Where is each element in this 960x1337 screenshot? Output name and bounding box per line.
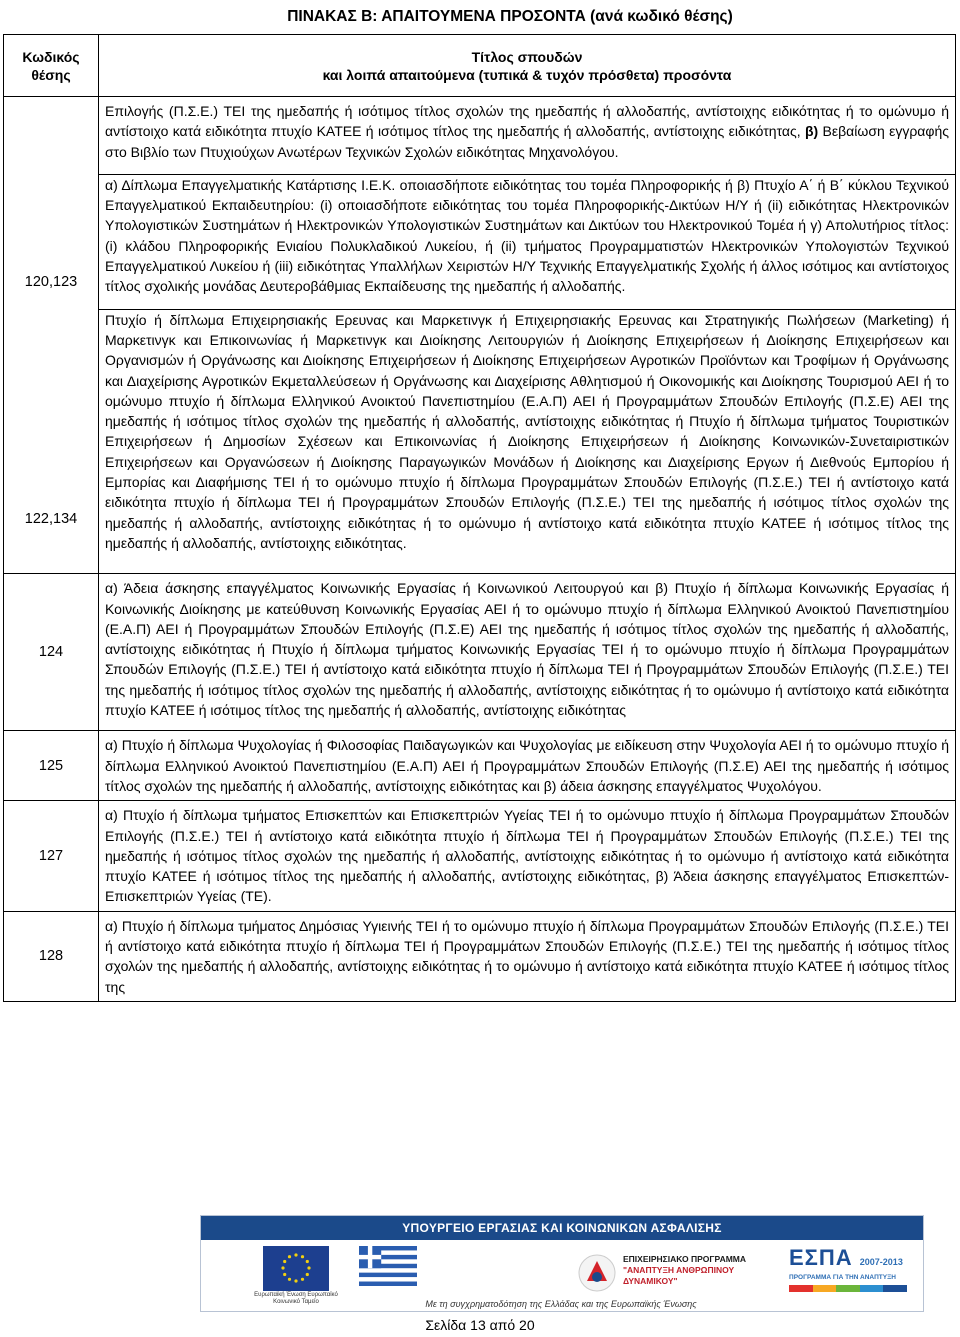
espa-logo-icon xyxy=(789,1246,907,1304)
header-title-line1: Τίτλος σπουδών xyxy=(471,48,583,65)
code-value: 120,123 xyxy=(24,273,78,290)
program-line2: "ΑΝΑΠΤΥΞΗ ΑΝΘΡΩΠΙΝΟΥ ΔΥΝΑΜΙΚΟΥ" xyxy=(623,1265,735,1286)
cont-text-bold: β) xyxy=(804,123,819,140)
espa-years: 2007-2013 xyxy=(859,1257,903,1267)
code-value: 122,134 xyxy=(24,510,78,527)
page-title: ΠΙΝΑΚΑΣ Β: ΑΠΑΙΤΟΥΜΕΝΑ ΠΡΟΣΟΝΤΑ (ανά κωδικό θέσης) xyxy=(287,8,733,25)
requirement-text xyxy=(99,801,956,911)
requirement-text xyxy=(99,174,956,309)
ministry-strip: ΥΠΟΥΡΓΕΙΟ ΕΡΓΑΣΙΑΣ ΚΑΙ ΚΟΙΝΩΝΙΚΩΝ ΑΣΦΑΛΙΣΗΣ xyxy=(201,1216,923,1240)
program-line1: ΕΠΙΧΕΙΡΗΣΙΑΚΟ ΠΡΟΓΡΑΜΜΑ xyxy=(623,1254,747,1264)
code-cell-continued xyxy=(4,97,99,574)
table-row xyxy=(4,731,956,801)
table-row xyxy=(4,801,956,911)
table-row xyxy=(4,97,956,175)
requirement-text xyxy=(99,574,956,731)
header-code xyxy=(4,35,99,97)
table-row xyxy=(4,911,956,1001)
program-name xyxy=(623,1254,783,1287)
requirement-text xyxy=(99,731,956,801)
requirement-125: α) Πτυχίο ή δίπλωμα Ψυχολογίας ή Φιλοσοφίας Παιδαγωγικών και Ψυχολογίας με ειδίκευση στην Ψυχολογία ΑΕΙ ή το ομώνυμο πτυχίο ή δίπλωμα Ελληνικού Ανοικτού Πανεπιστημίου (Ε.Α.Π) ΑΕΙ ή Προγραμμάτων Σπουδών Επιλογής (Π.Σ.Ε) ΑΕΙ της ημεδαπής ή ισότιμος τίτλος σχολών της ημεδαπής ή αλλοδαπής, αντίστοιχης ειδικότητας και β) άδεια άσκησης επαγγέλματος Ψυχολόγου. xyxy=(105,737,949,794)
requirement-122-134: Πτυχίο ή δίπλωμα Επιχειρησιακής Ερευνας και Μαρκετινγκ ή Επιχειρησιακής Ερευνας και Στρατηγικής Πωλήσεων (Marketing) ή Μαρκετινγκ και Επικοινωνίας ή Μαρκετινγκ και Διοίκησης Λειτουργιών ή Διοίκησης Επιχειρήσεων ή Διοίκησης Επιχειρήσεων και Οργανισμών ή Οργάνωσης και Διοίκησης Επιχειρήσεων ή Διοίκησης Επιχειρήσεων Αγροτικών Προϊόντων και Τροφίμων ή Οργάνωσης και Διαχείρισης Αγροτικών Εκμεταλλεύσεων ή Οργάνωσης και Διαχείρισης Αθλητισμού ή Οικονομικής και Διοίκησης Τουρισμού ΑΕΙ ή το ομώνυμο πτυχίο ή δίπλωμα Ελληνικού Ανοικτού Πανεπιστημίου (Ε.Α.Π) ΑΕΙ ή Προγραμμάτων Σπουδών Επιλογής (Π.Σ.Ε) ΑΕΙ της ημεδαπής ή ισότιμος τίτλος σχολών της ημεδαπής ή αλλοδαπής, αντίστοιχης ειδικότητας ή Πτυχίο ή δίπλωμα τμήματος Τουριστικών Επιχειρήσεων ή Δημοσίων Σχέσεων και Επικοινωνίας ή Διοίκησης Επιχειρήσεων ή Διοίκησης Κοινωνικών-Συνεταιριστικών Επιχειρήσεων και Οργανώσεων ή Διοίκησης Παραγωγικών Μονάδων ή Διοίκησης και Διαχείρισης Εργων ή Διεθνούς Εμπορίου ή Εμπορίας και Διαφήμισης ΤΕΙ ή το ομώνυμο πτυχίο ή δίπλωμα Προγραμμάτων Σπουδών Επιλογής (Π.Σ.Ε.) ΤΕΙ ή αντίστοιχο κατά ειδικότητα πτυχίο ή δίπλωμα ΤΕΙ ή Προγραμμάτων Σπουδών Επιλογής (Π.Σ.Ε.) ΤΕΙ της ημεδαπής ή ισότιμος τίτλος σχολών της ημεδαπής ή αλλοδαπής, αντίστοιχης ειδικότητας ή το ομώνυμο ή αντίστοιχο κατά ειδικότητα πτυχίο ΚΑΤΕΕ ή ισότιμος τίτλος της ημεδαπής ή αλλοδαπής, αντίστοιχης ειδικότητας. xyxy=(105,311,949,551)
requirement-128: α) Πτυχίο ή δίπλωμα τμήματος Δημόσιας Υγιεινής ΤΕΙ ή το ομώνυμο πτυχίο ή δίπλωμα Προγραμμάτων Σπουδών Επιλογής (Π.Σ.Ε.) ΤΕΙ ή αντίστοιχο κατά ειδικότητα πτυχίο ή δίπλωμα ΤΕΙ ή Προγραμμάτων Σπουδών Επιλογής (Π.Σ.Ε.) ΤΕΙ της ημεδαπής ή ισότιμος τίτλος σχολών της ημεδαπής ή αλλοδαπής, αντίστοιχης ειδικότητας ή το ομώνυμο ή αντίστοιχο κατά ειδικότητα πτυχίο ΚΑΤΕΕ ή ισότιμος τίτλος της xyxy=(105,917,949,995)
eu-caption: Ευρωπαϊκή Ένωση Ευρωπαϊκό Κοινωνικό Ταμείο xyxy=(254,1292,338,1305)
requirement-text xyxy=(99,97,956,175)
greek-flag-icon xyxy=(359,1246,417,1286)
program-logo-icon xyxy=(577,1253,617,1293)
requirement-text xyxy=(99,309,956,574)
qualifications-table xyxy=(3,34,956,1002)
code-cell: 128 xyxy=(4,911,99,1001)
banner-caption: Με τη συγχρηματοδότηση της Ελλάδας και της Ευρωπαϊκής Ένωσης xyxy=(425,1299,697,1309)
table-row xyxy=(4,174,956,309)
table-row xyxy=(4,574,956,731)
requirement-124: α) Άδεια άσκησης επαγγέλματος Κοινωνικής Εργασίας ή Κοινωνικού Λειτουργού και β) Πτυχίο ή δίπλωμα Κοινωνικής Εργασίας ή Κοινωνικής Διοίκησης με κατεύθυνση Κοινωνικής Εργασίας ΑΕΙ ή το ομώνυμο πτυχίο ή δίπλωμα Ελληνικού Ανοικτού Πανεπιστημίου (Ε.Α.Π) ΑΕΙ ή Προγραμμάτων Σπουδών Επιλογής (Π.Σ.Ε) ΑΕΙ της ημεδαπής ή ισότιμος τίτλος σχολών της ημεδαπής ή αλλοδαπής, αντίστοιχης ειδικότητας ή Πτυχίο ή δίπλωμα τμήματος Κοινωνικής Εργασίας ΤΕΙ ή το ομώνυμο πτυχίο ή δίπλωμα Προγραμμάτων Σπουδών Επιλογής (Π.Σ.Ε.) ΤΕΙ ή αντίστοιχο κατά ειδικότητα πτυχίο ή δίπλωμα ΤΕΙ ή Προγραμμάτων Σπουδών Επιλογής (Π.Σ.Ε.) ΤΕΙ της ημεδαπής ή ισότιμος τίτλος σχολών της ημεδαπής ή αλλοδαπής, αντίστοιχης ειδικότητας ή το ομώνυμο ή αντίστοιχο κατά ειδικότητα πτυχίο ΚΑΤΕΕ ή ισότιμος τίτλος της ημεδαπής ή αλλοδαπής, αντίστοιχης ειδικότητας xyxy=(105,580,949,719)
code-cell: 124 xyxy=(4,574,99,731)
requirement-127: α) Πτυχίο ή δίπλωμα τμήματος Επισκεπτών και Επισκεπτριών Υγείας ΤΕΙ ή το ομώνυμο πτυχίο ή δίπλωμα Προγραμμάτων Σπουδών Επιλογής (Π.Σ.Ε.) ΤΕΙ ή αντίστοιχο κατά ειδικότητα πτυχίο ή δίπλωμα ΤΕΙ ή Προγραμμάτων Σπουδών Επιλογής (Π.Σ.Ε.) ΤΕΙ της ημεδαπής ή ισότιμος τίτλος σχολών της ημεδαπής ή αλλοδαπής, αντίστοιχης ειδικότητας ή το ομώνυμο ή αντίστοιχο κατά ειδικότητα πτυχίο ΚΑΤΕΕ ή ισότιμος τίτλος της ημεδαπής ή αλλοδαπής, αντίστοιχης ειδικότητας, β) Άδεια άσκησης επαγγέλματος Επισκεπτών-Επισκεπτριών Υγείας (ΤΕ). xyxy=(105,807,949,905)
cont-text-pre: Επιλογής (Π.Σ.Ε.) ΤΕΙ της ημεδαπής ή ισότιμος τίτλος σχολών της ημεδαπής ή αλλοδαπής, αντίστοιχης ειδικότητας ή το ομώνυμο ή αντίστοιχο κατά ειδικότητα πτυχίο ΚΑΤΕΕ ή ισότιμος τίτλος της ημεδαπής ή αλλοδαπής, αντίστοιχης ειδικότητας, xyxy=(105,103,949,140)
header-title xyxy=(99,35,956,97)
cont-text-post: Βεβαίωση εγγραφής στο Βιβλίο των Πτυχιούχων Ανωτέρων Τεχνικών Σχολών ειδικότητας Μηχανολόγου. xyxy=(105,123,949,160)
page-number: Σελίδα 13 από 20 xyxy=(425,1317,535,1333)
funding-banner xyxy=(200,1215,924,1312)
espa-color-bar xyxy=(789,1285,907,1292)
code-cell: 125 xyxy=(4,731,99,801)
requirement-text xyxy=(99,911,956,1001)
code-cell: 127 xyxy=(4,801,99,911)
eu-flag-icon xyxy=(263,1246,329,1291)
header-code-label: Κωδικός θέσης xyxy=(22,48,80,83)
header-title-line2: και λοιπά απαιτούμενα (τυπικά & τυχόν πρόσθετα) προσόντα xyxy=(322,66,732,83)
requirement-120-123: α) Δίπλωμα Επαγγελματικής Κατάρτισης Ι.Ε.Κ. οποιασδήποτε ειδικότητας του τομέα Πληροφορικής ή β) Πτυχίο Α΄ ή Β΄ κύκλου Τεχνικού Επαγγελματικού Εκπαιδευτηρίου: (i) οποιασδήποτε ειδικότητας του τομέα Πληροφορικής-Δικτύων Η/Υ ή (ii) ειδικότητας Ηλεκτρονικών Υπολογιστικών Συστημάτων ή Ηλεκτρονικών Υπολογιστικών Συστημάτων και Δικτύων του Ηλεκτρονικού Τομέα ή γ) Απολυτήριος τίτλος: (i) κλάδου Πληροφορικής Ενιαίου Πολυκλαδικού Λυκείου, ή (ii) τμήματος Προγραμματιστών Ηλεκτρονικών Υπολογιστών Τεχνικού Επαγγελματικού Λυκείου ή (iii) ειδικότητας Υπαλλήλων Χειριστών Η/Υ Τεχνικής Επαγγελματικής Σχολής ή άλλος ισότιμος και αντίστοιχος τίτλος σχολικής μονάδας Δευτεροβάθμιας Εκπαίδευσης της ημεδαπής ή αλλοδαπής. xyxy=(105,176,949,295)
table-row xyxy=(4,309,956,574)
table-header-row xyxy=(4,35,956,97)
espa-title: ΕΣΠΑ xyxy=(789,1245,853,1270)
espa-sub: ΠΡΟΓΡΑΜΜΑ ΓΙΑ ΤΗΝ ΑΝΑΠΤΥΞΗ xyxy=(789,1274,896,1281)
